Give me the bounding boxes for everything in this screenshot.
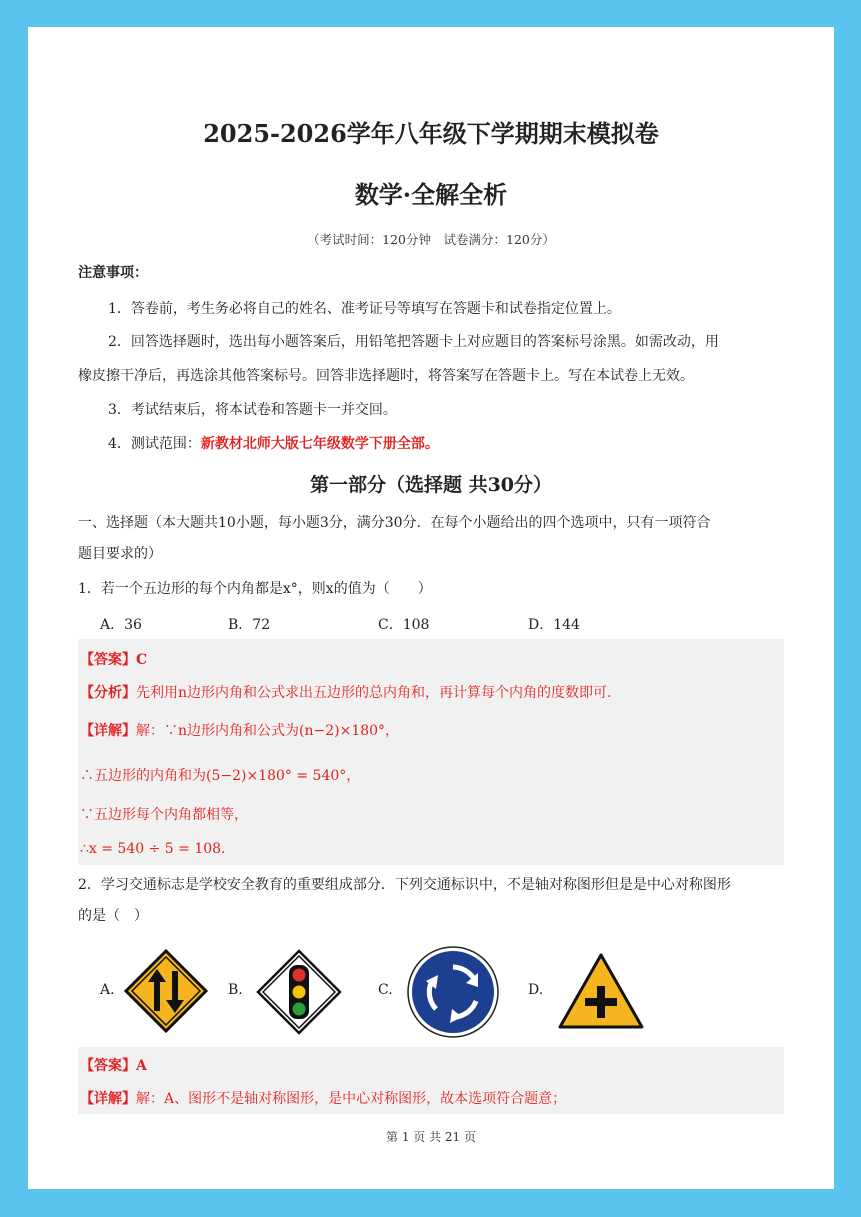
q1-option-d: D．144 <box>528 617 580 633</box>
notice-item: 3．考试结束后，将本试卷和答题卡一并交回。 <box>108 402 397 418</box>
question-2-stem: 的是（ ） <box>78 908 148 924</box>
traffic-light-sign-icon <box>256 949 342 1035</box>
q1-option-b: B．72 <box>228 617 271 633</box>
notice-item: 1．答卷前，考生务必将自己的姓名、准考证号等填写在答题卡和试卷指定位置上。 <box>108 301 621 317</box>
test-range: 新教材北师大版七年级数学下册全部。 <box>200 436 439 452</box>
detail-text: 解：A、图形不是轴对称图形，是中心对称图形，故本选项符合题意； <box>136 1091 567 1107</box>
detail-text: 解：∵n边形内角和公式为(n−2)×180°， <box>136 723 400 739</box>
q2-option-b-label: B. <box>228 982 243 998</box>
roundabout-sign-icon <box>406 945 500 1039</box>
q2-option-c-label: C. <box>378 982 393 998</box>
notice-item: 2．回答选择题时，选出每小题答案后，用铅笔把答题卡上对应题目的答案标号涂黑。如需改动，用 <box>108 334 719 350</box>
q1-detail-3: ∵五边形每个内角都相等， <box>80 807 248 823</box>
question-1-stem: 1．若一个五边形的每个内角都是x°，则x的值为（ ） <box>78 581 432 597</box>
analysis-text: 先利用n边形内角和公式求出五边形的总内角和，再计算每个内角的度数即可． <box>136 685 622 701</box>
detail-tag: 【详解】 <box>80 723 136 739</box>
q1-answer <box>80 649 147 669</box>
notice-item-range <box>108 434 439 454</box>
page-footer: 第 1 页 共 21 页 <box>386 1130 476 1144</box>
notice-heading: 注意事项： <box>78 265 148 281</box>
part1-instruction: 一、选择题（本大题共10小题，每小题3分，满分30分．在每个小题给出的四个选项中，只有一项符合 <box>78 515 711 531</box>
q1-detail-4: ∴x = 540 ÷ 5 = 108． <box>80 841 236 857</box>
q2-option-a-label: A. <box>100 982 115 998</box>
document-page <box>28 27 834 1189</box>
page-subtitle: 数学·全解全析 <box>354 180 508 209</box>
q2-option-d-label: D. <box>528 982 544 998</box>
part1-instruction: 题目要求的） <box>78 546 162 562</box>
answer-value: C <box>136 652 148 668</box>
analysis-tag: 【分析】 <box>80 685 136 701</box>
q1-option-a: A．36 <box>100 617 142 633</box>
q1-option-c: C．108 <box>378 617 430 633</box>
q2-detail <box>80 1088 566 1108</box>
exam-info: （考试时间：120分钟 试卷满分：120分） <box>307 232 555 247</box>
q1-detail-1 <box>80 720 399 740</box>
answer-value: A <box>136 1058 147 1074</box>
answer-tag: 【答案】 <box>80 1058 136 1074</box>
detail-tag: 【详解】 <box>80 1091 136 1107</box>
part1-title: 第一部分（选择题 共30分） <box>309 474 553 496</box>
question-2-stem: 2．学习交通标志是学校安全教育的重要组成部分．下列交通标识中，不是轴对称图形但是是中心对称图形 <box>78 877 731 893</box>
q1-analysis <box>80 682 621 702</box>
notice-item: 橡皮擦干净后，再选涂其他答案标号。回答非选择题时，将答案写在答题卡上。写在本试卷上无效。 <box>78 368 694 384</box>
q2-answer <box>80 1055 147 1075</box>
crossroads-warning-sign-icon <box>558 953 644 1029</box>
q1-detail-2: ∴五边形的内角和为(5−2)×180° = 540°， <box>80 768 361 784</box>
notice-range-prefix: 4．测试范围： <box>108 436 201 452</box>
two-way-traffic-sign-icon <box>124 949 208 1033</box>
answer-tag: 【答案】 <box>80 652 136 668</box>
q1-answer-box <box>78 639 784 865</box>
page-title: 2025-2026学年八年级下学期期末模拟卷 <box>203 119 659 148</box>
